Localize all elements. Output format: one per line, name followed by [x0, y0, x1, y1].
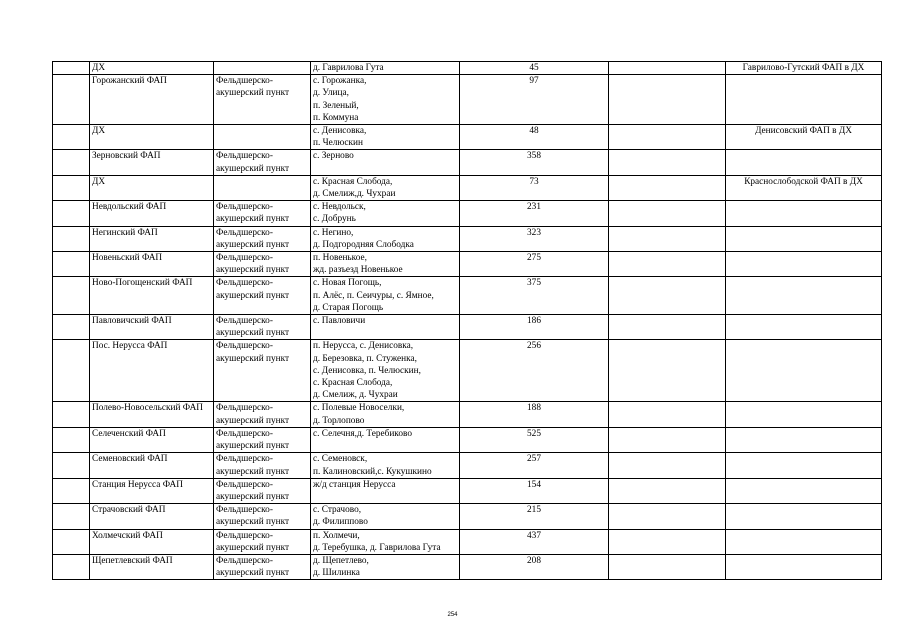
population-cell: [460, 277, 609, 315]
locations-cell: [311, 504, 460, 529]
index-cell: [53, 529, 90, 554]
population-value: 323: [527, 227, 541, 238]
locations-cell: [311, 554, 460, 579]
location-line: д. Старая Погощь: [313, 302, 384, 313]
facility-name-cell: [90, 201, 214, 226]
facility-type-line: акушерский пункт: [216, 517, 290, 528]
locations-cell: [311, 175, 460, 200]
population-value: 73: [529, 176, 539, 187]
facility-name: Новеньский ФАП: [92, 253, 163, 264]
location-line: с. Селечня,д. Теребиково: [313, 428, 412, 439]
table-row: [53, 277, 882, 315]
table-row: [53, 75, 882, 125]
empty-cell: [609, 125, 726, 150]
facility-type-cell: [214, 226, 311, 251]
facility-type-line: акушерский пункт: [216, 290, 290, 301]
note-cell: [726, 315, 882, 340]
population-value: 215: [527, 505, 541, 516]
note-text: Денисовский ФАП в ДХ: [755, 126, 852, 137]
empty-cell: [609, 554, 726, 579]
empty-cell: [609, 478, 726, 503]
facility-type-cell: [214, 340, 311, 402]
population-cell: [460, 315, 609, 340]
note-text: Гаврилово-Гутский ФАП в ДХ: [742, 63, 865, 73]
locations-cell: [311, 125, 460, 150]
location-line: с. Негино,: [313, 227, 354, 238]
population-cell: [460, 125, 609, 150]
index-cell: [53, 175, 90, 200]
locations-cell: [311, 340, 460, 402]
population-value: 188: [527, 403, 541, 414]
table-body: [53, 62, 882, 580]
facility-type-line: Фельдшерско-: [216, 76, 273, 87]
facility-type-line: Фельдшерско-: [216, 403, 273, 414]
location-line: п. Холмечи,: [313, 530, 360, 541]
location-line: с. Горожанка,: [313, 76, 367, 87]
index-cell: [53, 125, 90, 150]
population-value: 48: [529, 126, 539, 137]
population-value: 257: [527, 454, 541, 465]
facilities-table: [52, 61, 882, 580]
table-row: [53, 201, 882, 226]
population-cell: [460, 340, 609, 402]
facility-name-cell: [90, 478, 214, 503]
note-cell: [726, 529, 882, 554]
facility-name-cell: [90, 315, 214, 340]
empty-cell: [609, 340, 726, 402]
locations-cell: [311, 453, 460, 478]
population-value: 358: [527, 151, 541, 162]
facility-name-cell: [90, 554, 214, 579]
location-line: с. Новая Погощь,: [313, 278, 382, 289]
population-cell: [460, 453, 609, 478]
facility-type-cell: [214, 75, 311, 125]
location-line: с. Денисовка, п. Челюскин,: [313, 365, 421, 376]
population-value: 275: [527, 253, 541, 264]
facility-type-cell: [214, 201, 311, 226]
population-value: 186: [527, 316, 541, 327]
note-cell: [726, 201, 882, 226]
facility-type-line: Фельдшерско-: [216, 151, 273, 162]
index-cell: [53, 478, 90, 503]
population-cell: [460, 402, 609, 427]
facility-name-cell: [90, 427, 214, 452]
facility-type-cell: [214, 529, 311, 554]
location-line: с. Денисовка,: [313, 126, 367, 137]
note-cell: [726, 226, 882, 251]
facility-type-line: акушерский пункт: [216, 441, 290, 452]
locations-cell: [311, 277, 460, 315]
locations-cell: [311, 75, 460, 125]
location-line: п. Алёс, п. Сеичуры, с. Ямное,: [313, 290, 434, 301]
empty-cell: [609, 226, 726, 251]
facility-name-cell: [90, 62, 214, 75]
facility-name-cell: [90, 175, 214, 200]
locations-cell: [311, 226, 460, 251]
location-line: п. Новенькое,: [313, 253, 367, 264]
index-cell: [53, 427, 90, 452]
facility-name: Селеченский ФАП: [92, 428, 166, 439]
facility-name-cell: [90, 252, 214, 277]
facility-name-cell: [90, 402, 214, 427]
facility-name-cell: [90, 75, 214, 125]
facility-type-line: акушерский пункт: [216, 328, 290, 339]
facility-name: Невдольский ФАП: [92, 202, 167, 213]
index-cell: [53, 340, 90, 402]
note-cell: [726, 453, 882, 478]
empty-cell: [609, 150, 726, 175]
facility-name: Страчовский ФАП: [92, 505, 166, 516]
facility-type-line: акушерский пункт: [216, 466, 290, 477]
facility-type-line: акушерский пункт: [216, 265, 290, 276]
index-cell: [53, 75, 90, 125]
empty-cell: [609, 529, 726, 554]
facility-type-line: Фельдшерско-: [216, 555, 273, 566]
location-line: д. Улица,: [313, 88, 349, 99]
location-line: д. Щепетлево,: [313, 555, 369, 566]
index-cell: [53, 277, 90, 315]
table-row: [53, 252, 882, 277]
facility-type-cell: [214, 554, 311, 579]
empty-cell: [609, 453, 726, 478]
population-cell: [460, 75, 609, 125]
facility-type-line: акушерский пункт: [216, 568, 290, 579]
facility-name: Горожанский ФАП: [92, 76, 167, 87]
index-cell: [53, 252, 90, 277]
population-value: 525: [527, 428, 541, 439]
population-cell: [460, 201, 609, 226]
facility-name: Пос. Нерусса ФАП: [92, 341, 168, 352]
location-line: ж/д станция Нерусса: [313, 479, 396, 490]
note-cell: [726, 150, 882, 175]
empty-cell: [609, 504, 726, 529]
location-line: с. Добрунь: [313, 214, 356, 225]
empty-cell: [609, 315, 726, 340]
location-line: с. Павловичи: [313, 316, 366, 327]
locations-cell: [311, 427, 460, 452]
facility-type-line: акушерский пункт: [216, 353, 290, 364]
locations-cell: [311, 402, 460, 427]
locations-cell: [311, 529, 460, 554]
facility-type-line: акушерский пункт: [216, 239, 290, 250]
facility-name: ДХ: [92, 126, 106, 137]
population-cell: [460, 252, 609, 277]
table-row: [53, 427, 882, 452]
table-row: [53, 340, 882, 402]
location-line: д. Гаврилова Гута: [313, 63, 384, 73]
facility-type-line: Фельдшерско-: [216, 253, 273, 264]
index-cell: [53, 554, 90, 579]
empty-cell: [609, 402, 726, 427]
location-line: д. Подгородняя Слободка: [313, 239, 414, 250]
location-line: с. Красная Слобода,: [313, 176, 393, 187]
facility-type-line: Фельдшерско-: [216, 505, 273, 516]
table-row: [53, 554, 882, 579]
population-value: 375: [527, 278, 541, 289]
table-row: [53, 62, 882, 75]
facility-name: Ново-Погощенский ФАП: [92, 278, 193, 289]
facility-name: Станция Нерусса ФАП: [92, 479, 183, 490]
location-line: п. Калиновский,с. Кукушкино: [313, 466, 432, 477]
page-number: 254: [447, 612, 458, 618]
facility-name-cell: [90, 529, 214, 554]
note-cell: [726, 504, 882, 529]
index-cell: [53, 226, 90, 251]
location-line: д. Смелиж,д. Чухраи: [313, 189, 396, 200]
facility-name: Зерновский ФАП: [92, 151, 161, 162]
location-line: с. Зерново: [313, 151, 354, 162]
population-value: 154: [527, 479, 541, 490]
facility-type-cell: [214, 62, 311, 75]
location-line: п. Нерусса, с. Денисовка,: [313, 341, 414, 352]
facility-type-line: Фельдшерско-: [216, 341, 273, 352]
population-cell: [460, 226, 609, 251]
note-cell: [726, 340, 882, 402]
facility-type-line: Фельдшерско-: [216, 202, 273, 213]
facility-name: ДХ: [92, 63, 106, 73]
population-value: 437: [527, 530, 541, 541]
location-line: п. Коммуна: [313, 112, 359, 123]
note-cell: [726, 125, 882, 150]
facility-name-cell: [90, 125, 214, 150]
facility-type-cell: [214, 277, 311, 315]
location-line: с. Невдольск,: [313, 202, 366, 213]
facility-type-line: Фельдшерско-: [216, 428, 273, 439]
facility-type-cell: [214, 315, 311, 340]
empty-cell: [609, 201, 726, 226]
facility-type-cell: [214, 478, 311, 503]
index-cell: [53, 62, 90, 75]
note-cell: [726, 277, 882, 315]
empty-cell: [609, 252, 726, 277]
facility-type-line: акушерский пункт: [216, 415, 290, 426]
facility-type-line: акушерский пункт: [216, 214, 290, 225]
facility-name: Негинский ФАП: [92, 227, 158, 238]
facility-type-line: акушерский пункт: [216, 491, 290, 502]
facility-type-cell: [214, 175, 311, 200]
population-cell: [460, 529, 609, 554]
table-row: [53, 504, 882, 529]
facility-name-cell: [90, 504, 214, 529]
facility-name: Павловичский ФАП: [92, 316, 172, 327]
table-row: [53, 175, 882, 200]
population-cell: [460, 427, 609, 452]
index-cell: [53, 504, 90, 529]
locations-cell: [311, 478, 460, 503]
empty-cell: [609, 62, 726, 75]
index-cell: [53, 315, 90, 340]
empty-cell: [609, 175, 726, 200]
facility-name-cell: [90, 453, 214, 478]
location-line: д. Теребушка, д. Гаврилова Гута: [313, 542, 441, 553]
index-cell: [53, 201, 90, 226]
location-line: с. Страчово,: [313, 505, 362, 516]
population-cell: [460, 150, 609, 175]
population-value: 97: [529, 76, 539, 87]
facility-name: Полево-Новосельский ФАП: [92, 403, 203, 414]
note-cell: [726, 427, 882, 452]
facility-name-cell: [90, 150, 214, 175]
table-row: [53, 402, 882, 427]
index-cell: [53, 402, 90, 427]
population-value: 231: [527, 202, 541, 213]
locations-cell: [311, 150, 460, 175]
location-line: д. Смелиж, д. Чухраи: [313, 390, 398, 401]
index-cell: [53, 453, 90, 478]
note-cell: [726, 175, 882, 200]
facility-type-cell: [214, 252, 311, 277]
facility-type-line: акушерский пункт: [216, 163, 290, 174]
table-row: [53, 453, 882, 478]
population-cell: [460, 554, 609, 579]
population-cell: [460, 62, 609, 75]
facility-name-cell: [90, 340, 214, 402]
location-line: жд. разъезд Новенькое: [313, 265, 403, 276]
empty-cell: [609, 75, 726, 125]
location-line: п. Зеленый,: [313, 100, 359, 111]
facility-type-cell: [214, 504, 311, 529]
locations-cell: [311, 62, 460, 75]
facility-type-line: Фельдшерско-: [216, 278, 273, 289]
facility-name-cell: [90, 226, 214, 251]
facility-name: Семеновский ФАП: [92, 454, 168, 465]
population-cell: [460, 478, 609, 503]
facility-type-line: Фельдшерско-: [216, 316, 273, 327]
location-line: с. Семеновск,: [313, 454, 368, 465]
index-cell: [53, 150, 90, 175]
facility-name: ДХ: [92, 176, 106, 187]
population-value: 45: [529, 63, 539, 73]
note-text: Краснослободской ФАП в ДХ: [744, 176, 863, 187]
facility-name: Щепетлевский ФАП: [92, 555, 173, 566]
facility-type-cell: [214, 402, 311, 427]
facility-type-line: Фельдшерско-: [216, 454, 273, 465]
facility-type-cell: [214, 427, 311, 452]
facility-type-cell: [214, 150, 311, 175]
note-cell: [726, 478, 882, 503]
note-cell: [726, 252, 882, 277]
population-cell: [460, 504, 609, 529]
population-cell: [460, 175, 609, 200]
locations-cell: [311, 201, 460, 226]
table-row: [53, 125, 882, 150]
facility-type-line: Фельдшерско-: [216, 530, 273, 541]
empty-cell: [609, 277, 726, 315]
location-line: д. Шилинка: [313, 568, 360, 579]
table-row: [53, 150, 882, 175]
facility-type-cell: [214, 125, 311, 150]
population-value: 256: [527, 341, 541, 352]
note-cell: [726, 75, 882, 125]
locations-cell: [311, 315, 460, 340]
table-row: [53, 529, 882, 554]
table-row: [53, 226, 882, 251]
population-value: 208: [527, 555, 541, 566]
location-line: д. Березовка, п. Стуженка,: [313, 353, 417, 364]
table-row: [53, 315, 882, 340]
locations-cell: [311, 252, 460, 277]
location-line: п. Челюскин: [313, 138, 363, 149]
note-cell: [726, 554, 882, 579]
table-row: [53, 478, 882, 503]
note-cell: [726, 62, 882, 75]
facility-type-line: Фельдшерско-: [216, 227, 273, 238]
location-line: д. Филиппово: [313, 517, 368, 528]
facility-type-line: Фельдшерско-: [216, 479, 273, 490]
location-line: д. Торлопово: [313, 415, 365, 426]
facility-type-line: акушерский пункт: [216, 88, 290, 99]
location-line: с. Красная Слобода,: [313, 378, 393, 389]
location-line: с. Полевые Новоселки,: [313, 403, 405, 414]
empty-cell: [609, 427, 726, 452]
facility-name-cell: [90, 277, 214, 315]
note-cell: [726, 402, 882, 427]
facility-type-cell: [214, 453, 311, 478]
facility-name: Холмечский ФАП: [92, 530, 163, 541]
facility-type-line: акушерский пункт: [216, 542, 290, 553]
